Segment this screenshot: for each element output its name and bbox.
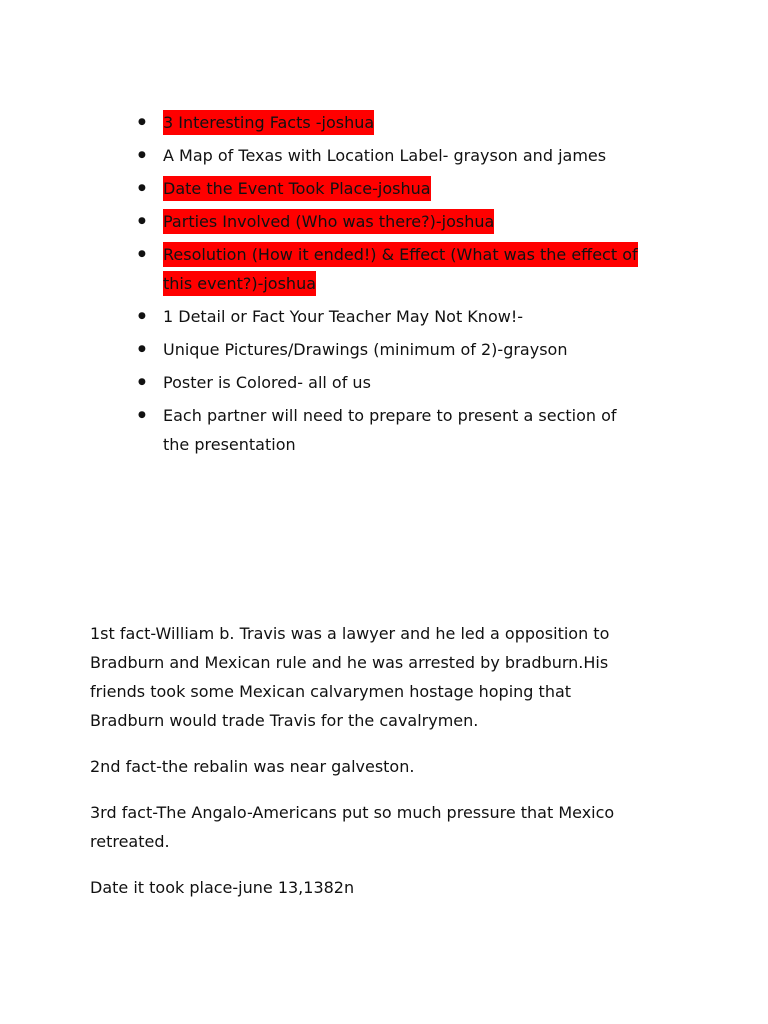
checklist-item [138,141,638,170]
checklist-item-text: Resolution (How it ended!) & Effect (What was the effect of this event?)-joshua [163,242,638,296]
fact-paragraph-1: 1st fact-William b. Travis was a lawyer and he led a opposition to Bradburn and Mexican rule and he was arrested by bradburn.His friends took some Mexican calvarymen hostage hoping that Bradburn would trade Travis for the cavalrymen. [90,624,610,730]
checklist-item [138,207,638,236]
checklist-item-text: A Map of Texas with Location Label- grayson and james [163,146,607,165]
bullet-icon: ● [138,344,146,354]
facts-section [90,619,650,919]
bullet-icon: ● [138,216,146,226]
checklist-item-text: 3 Interesting Facts -joshua [163,110,374,135]
date-paragraph: Date it took place-june 13,1382n [90,878,355,897]
fact-paragraph-3: 3rd fact-The Angalo-Americans put so much pressure that Mexico retreated. [90,803,615,851]
checklist-item [138,302,638,331]
checklist-item [138,108,638,137]
bullet-icon: ● [138,377,146,387]
fact-paragraph-2: 2nd fact-the rebalin was near galveston. [90,757,415,776]
checklist-item-text: Poster is Colored- all of us [163,373,371,392]
checklist-item-text: Date the Event Took Place-joshua [163,176,431,201]
checklist-item [138,401,638,459]
checklist-item [138,174,638,203]
bullet-icon: ● [138,410,146,420]
bullet-icon: ● [138,150,146,160]
checklist-item [138,368,638,397]
checklist-item [138,240,638,298]
bullet-icon: ● [138,249,146,259]
bullet-icon: ● [138,117,146,127]
checklist-item [138,335,638,364]
checklist-item-text: 1 Detail or Fact Your Teacher May Not Know!- [163,307,523,326]
checklist-item-text: Unique Pictures/Drawings (minimum of 2)-grayson [163,340,568,359]
checklist-item-text: Parties Involved (Who was there?)-joshua [163,209,494,234]
bullet-icon: ● [138,183,146,193]
requirements-checklist [138,108,638,463]
bullet-icon: ● [138,311,146,321]
checklist-item-text: Each partner will need to prepare to present a section of the presentation [163,406,617,454]
